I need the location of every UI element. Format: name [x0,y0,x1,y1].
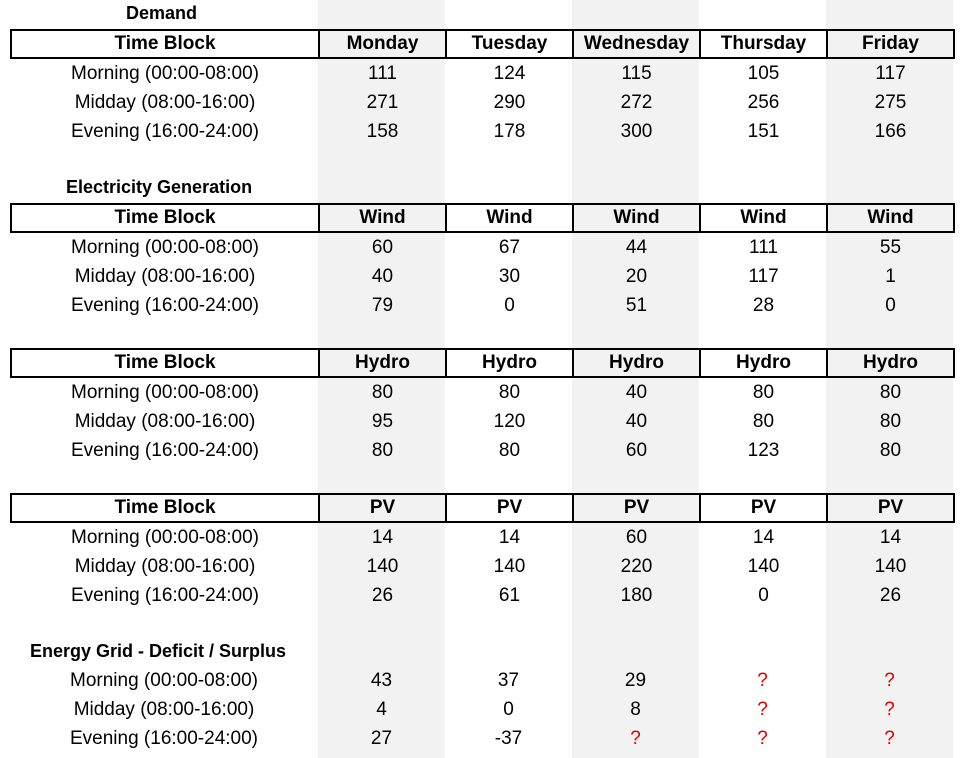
value-cell: 60 [625,439,648,461]
header-time-block: Time Block [11,30,319,58]
header-cell: Wind [827,204,954,232]
header-row [11,494,954,522]
value-cell: 30 [498,265,521,287]
pv-table [10,493,955,610]
value-cell: 20 [625,265,648,287]
value-cell: ? [884,727,895,749]
value-cell: 79 [371,294,394,316]
table-row [11,88,954,117]
table-row [11,117,954,146]
value-cell: 14 [498,526,521,548]
header-row [11,30,954,58]
header-row [11,349,954,377]
header-cell: Hydro [700,349,827,377]
value-cell: 40 [625,381,648,403]
header-time-block: Time Block [11,349,319,377]
value-cell: 111 [749,236,778,258]
value-cell: 40 [371,265,394,287]
value-cell: 80 [371,439,394,461]
value-cell: 61 [498,584,521,606]
table-row [11,291,954,320]
wind-table [10,203,955,320]
value-cell: 300 [620,120,653,142]
value-cell: 111 [368,62,397,84]
value-cell: 37 [497,669,520,691]
value-cell: 256 [747,91,780,113]
value-cell: 140 [874,555,907,577]
value-cell: ? [884,698,895,720]
demand-title: Demand [126,3,198,23]
row-label: Evening (16:00-24:00) [70,120,259,142]
value-cell: 80 [371,381,394,403]
value-cell: 151 [747,120,780,142]
value-cell: 105 [747,62,780,84]
value-cell: 28 [752,294,775,316]
value-cell: 272 [620,91,653,113]
row-label: Evening (16:00-24:00) [70,439,259,461]
row-label: Midday (08:00-16:00) [74,265,256,287]
value-cell: 80 [879,410,902,432]
demand-table-block [10,29,952,146]
value-cell: 14 [371,526,394,548]
table-row [11,58,954,88]
header-cell: Hydro [573,349,700,377]
header-cell: Wind [446,204,573,232]
value-cell: 140 [493,555,526,577]
value-cell: ? [884,669,895,691]
table-row [11,522,954,552]
table-row [11,552,954,581]
value-cell: 80 [879,381,902,403]
demand-table [10,29,955,146]
hydro-table-block [10,348,952,465]
header-cell: PV [700,494,827,522]
header-cell: Wind [700,204,827,232]
value-cell: 95 [371,410,394,432]
value-cell: 4 [376,698,387,720]
value-cell: 80 [879,439,902,461]
row-label: Midday (08:00-16:00) [74,91,256,113]
value-cell: 8 [630,698,641,720]
value-cell: -37 [494,727,523,749]
grid-table-block [10,666,952,753]
header-cell: Wednesday [573,30,700,58]
value-cell: 55 [879,236,902,258]
row-label: Evening (16:00-24:00) [69,727,258,749]
pv-table-block [10,493,952,610]
header-cell: Monday [319,30,446,58]
row-label: Evening (16:00-24:00) [70,584,259,606]
wind-table-block [10,203,952,320]
table-row [11,407,954,436]
header-cell: Hydro [446,349,573,377]
table-row [10,724,953,753]
row-label: Evening (16:00-24:00) [70,294,259,316]
row-label: Midday (08:00-16:00) [74,410,256,432]
value-cell: 115 [621,62,652,84]
value-cell: 67 [498,236,521,258]
value-cell: 43 [370,669,393,691]
value-cell: 0 [758,584,769,606]
value-cell: 140 [747,555,780,577]
grid-title: Energy Grid - Deficit / Surplus [30,641,287,661]
value-cell: 120 [493,410,526,432]
value-cell: 51 [625,294,648,316]
value-cell: 80 [498,381,521,403]
value-cell: 26 [371,584,394,606]
value-cell: 0 [504,294,515,316]
value-cell: 1 [885,265,896,287]
value-cell: 123 [747,439,780,461]
row-label: Morning (00:00-08:00) [71,62,259,84]
table-row [11,232,954,262]
row-label: Morning (00:00-08:00) [71,381,259,403]
value-cell: 124 [493,62,526,84]
value-cell: ? [757,698,768,720]
value-cell: 60 [371,236,394,258]
header-cell: Thursday [700,30,827,58]
value-cell: 178 [493,120,526,142]
table-row [11,262,954,291]
value-cell: 80 [752,410,775,432]
header-cell: PV [446,494,573,522]
table-row [10,695,953,724]
header-row [11,204,954,232]
value-cell: 275 [874,91,907,113]
value-cell: 158 [366,120,399,142]
table-row [10,666,953,695]
header-cell: Hydro [319,349,446,377]
value-cell: ? [757,727,768,749]
row-label: Midday (08:00-16:00) [74,555,256,577]
value-cell: 44 [625,236,648,258]
value-cell: 26 [879,584,902,606]
row-label: Morning (00:00-08:00) [71,526,259,548]
grid-table [10,666,953,753]
row-label: Morning (00:00-08:00) [70,669,258,691]
value-cell: 80 [498,439,521,461]
table-row [11,581,954,610]
value-cell: 27 [370,727,393,749]
value-cell: 180 [620,584,653,606]
value-cell: 40 [625,410,648,432]
header-cell: PV [573,494,700,522]
header-cell: Friday [827,30,954,58]
value-cell: 14 [879,526,902,548]
value-cell: 220 [620,555,653,577]
value-cell: ? [630,727,641,749]
header-cell: PV [319,494,446,522]
value-cell: 60 [625,526,648,548]
value-cell: 290 [493,91,526,113]
table-row [11,436,954,465]
hydro-table [10,348,955,465]
header-time-block: Time Block [11,494,319,522]
value-cell: 117 [875,62,906,84]
value-cell: 80 [752,381,775,403]
header-cell: Tuesday [446,30,573,58]
header-time-block: Time Block [11,204,319,232]
header-cell: PV [827,494,954,522]
value-cell: ? [757,669,768,691]
value-cell: 14 [752,526,775,548]
row-label: Midday (08:00-16:00) [73,698,255,720]
value-cell: 166 [874,120,907,142]
value-cell: 0 [885,294,896,316]
row-label: Morning (00:00-08:00) [71,236,259,258]
value-cell: 140 [366,555,399,577]
value-cell: 271 [366,91,399,113]
value-cell: 0 [503,698,514,720]
table-row [11,377,954,407]
header-cell: Hydro [827,349,954,377]
value-cell: 117 [748,265,779,287]
generation-title: Electricity Generation [66,177,253,197]
value-cell: 29 [624,669,647,691]
header-cell: Wind [319,204,446,232]
header-cell: Wind [573,204,700,232]
